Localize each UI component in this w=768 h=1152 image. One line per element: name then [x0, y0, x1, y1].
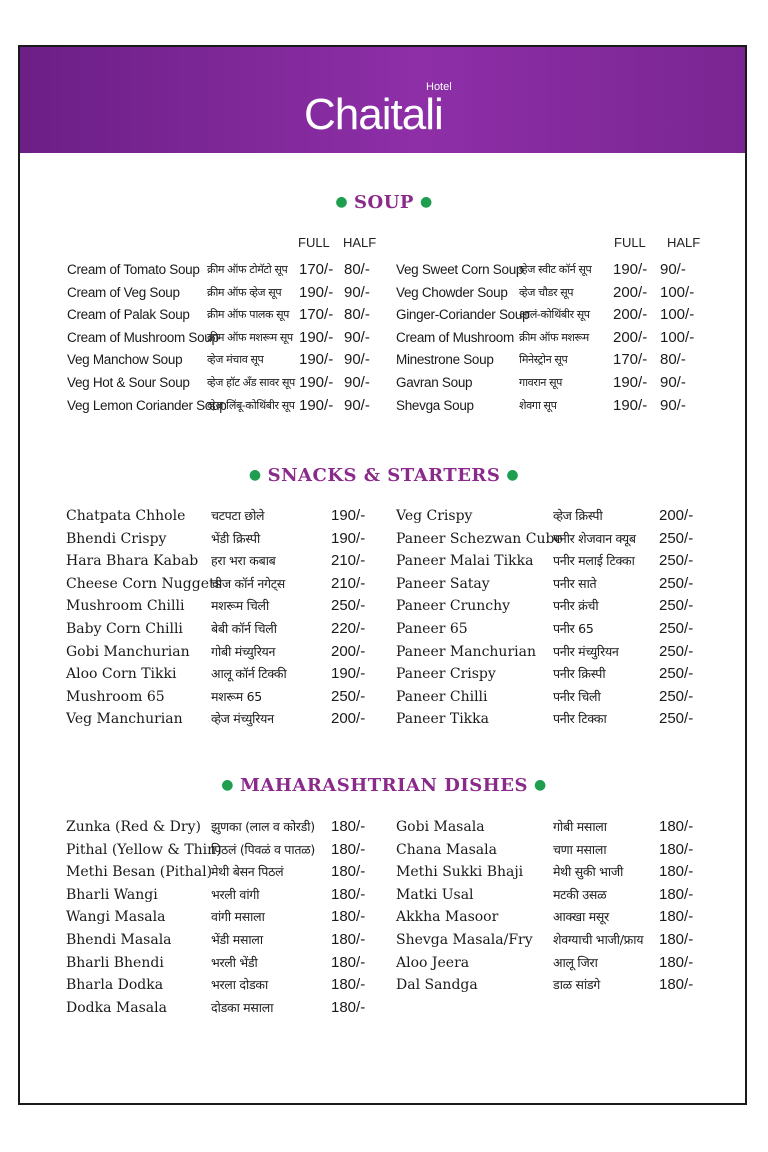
- item-name: Aloo Corn Tikki: [66, 666, 177, 683]
- item-name-marathi: पिठलं (पिवळं व पातळ): [211, 841, 315, 857]
- item-name-marathi: भरला दोडका: [211, 977, 268, 993]
- price-half: 90/-: [344, 396, 370, 414]
- item-name: Dal Sandga: [396, 977, 478, 994]
- item-name: Gobi Manchurian: [66, 643, 190, 660]
- price: 180/-: [659, 885, 694, 903]
- item-name: Bhendi Masala: [66, 932, 172, 948]
- item-name-marathi: भेंडी क्रिस्पी: [211, 530, 260, 546]
- item-name: Cream of Veg Soup: [67, 284, 180, 300]
- price: 180/-: [659, 908, 694, 926]
- price: 180/-: [331, 953, 366, 971]
- item-name-marathi: क्रीम ऑफ टोमॅटो सूप: [207, 263, 288, 276]
- item-name: Shevga Soup: [396, 397, 474, 413]
- item-name-marathi: आलू कॉर्न टिक्की: [211, 666, 287, 682]
- item-name-marathi: क्रीम ऑफ मशरूम: [519, 330, 589, 344]
- item-name: Paneer Satay: [396, 575, 490, 592]
- column-header-half: HALF: [343, 235, 377, 250]
- item-name: Bhendi Crispy: [66, 530, 167, 547]
- price: 250/-: [659, 665, 694, 683]
- price: 250/-: [659, 620, 694, 637]
- price: 250/-: [659, 529, 694, 547]
- price-half: 80/-: [344, 306, 370, 324]
- price-full: 190/-: [613, 396, 648, 414]
- price-half: 90/-: [344, 283, 370, 301]
- item-name: Baby Corn Chilli: [66, 621, 183, 637]
- price: 180/-: [331, 885, 366, 903]
- section-title-maharashtrian: ● MAHARASHTRIAN DISHES ●: [221, 775, 547, 796]
- item-name: Bharla Dodka: [66, 977, 164, 994]
- item-name-marathi: पनीर क्रिस्पी: [553, 666, 606, 682]
- item-name-marathi: आलू जिरा: [553, 954, 598, 970]
- price-full: 200/-: [613, 283, 648, 301]
- price-half: 80/-: [660, 351, 686, 369]
- item-name-marathi: भरली वांगी: [211, 886, 260, 902]
- brand-hotel-label: Hotel: [426, 81, 452, 93]
- price-full: 190/-: [299, 396, 334, 414]
- price-half: 90/-: [660, 261, 686, 278]
- item-name: Veg Crispy: [396, 508, 473, 524]
- item-name-marathi: आक्खा मसूर: [553, 909, 609, 925]
- item-name-marathi: वांगी मसाला: [211, 909, 265, 925]
- item-name: Mushroom Chilli: [66, 598, 185, 615]
- item-name-marathi: मिनेस्ट्रोन सूप: [519, 353, 568, 367]
- column-header-full: FULL: [298, 235, 330, 250]
- price-half: 90/-: [660, 396, 686, 414]
- item-name-marathi: चटपटा छोले: [211, 508, 265, 523]
- price-half: 100/-: [660, 283, 695, 301]
- price-full: 170/-: [299, 261, 334, 278]
- price: 200/-: [331, 710, 366, 728]
- item-name: Cream of Tomato Soup: [67, 262, 200, 277]
- item-name-marathi: चीज कॉर्न नगेट्स: [211, 575, 285, 591]
- price: 250/-: [659, 574, 694, 592]
- price: 180/-: [331, 931, 366, 948]
- price: 180/-: [331, 863, 366, 881]
- price: 200/-: [331, 642, 366, 660]
- price-full: 170/-: [613, 351, 648, 369]
- price: 210/-: [331, 552, 366, 570]
- column-header-half: HALF: [667, 235, 701, 250]
- item-name: Akkha Masoor: [396, 909, 499, 926]
- item-name-marathi: पनीर मलाई टिक्का: [553, 553, 635, 569]
- item-name-marathi: व्हेज मंच्युरियन: [211, 711, 274, 727]
- price-full: 190/-: [299, 283, 334, 301]
- bullet-icon: ●: [248, 467, 262, 483]
- price: 180/-: [331, 998, 366, 1016]
- price-half: 80/-: [344, 261, 370, 278]
- price-full: 200/-: [613, 306, 648, 324]
- item-name: Cream of Mushroom: [396, 329, 514, 345]
- bullet-icon: ●: [335, 194, 349, 210]
- bullet-icon: ●: [506, 467, 520, 483]
- item-name: Veg Manchurian: [66, 711, 183, 728]
- item-name-marathi: व्हेज हॉट अँड सावर सूप: [207, 376, 295, 389]
- item-name: Veg Hot & Sour Soup: [67, 375, 190, 390]
- item-name: Bharli Wangi: [66, 886, 158, 903]
- price-full: 190/-: [613, 374, 648, 391]
- item-name-marathi: भरली भेंडी: [211, 954, 258, 970]
- item-name-marathi: भेंडी मसाला: [211, 932, 263, 947]
- price: 190/-: [331, 665, 366, 683]
- item-name: Veg Lemon Coriander Soup: [67, 397, 227, 413]
- item-name: Ginger-Coriander Soup: [396, 307, 530, 323]
- item-name-marathi: आलं-कोथिंबीर सूप: [519, 308, 590, 322]
- price-full: 190/-: [613, 261, 648, 278]
- item-name-marathi: मशरूम 65: [211, 688, 262, 704]
- item-name-marathi: क्रीम ऑफ पालक सूप: [207, 308, 289, 322]
- price: 220/-: [331, 620, 366, 637]
- item-name-marathi: व्हेज मंचाव सूप: [207, 353, 264, 367]
- price: 180/-: [659, 931, 694, 948]
- item-name: Pithal (Yellow & Thin): [66, 841, 222, 858]
- item-name: Paneer Schezwan Cube: [396, 530, 563, 547]
- item-name-marathi: मेथी सुकी भाजी: [553, 864, 624, 880]
- price: 250/-: [659, 552, 694, 570]
- price: 190/-: [331, 529, 366, 547]
- item-name: Veg Sweet Corn Soup: [396, 262, 524, 277]
- price: 190/-: [331, 507, 366, 524]
- item-name-marathi: पनीर चिली: [553, 688, 601, 704]
- item-name-marathi: मशरूम चिली: [211, 598, 269, 614]
- item-name: Veg Chowder Soup: [396, 284, 508, 300]
- item-name: Wangi Masala: [66, 909, 166, 926]
- bullet-icon: ●: [221, 777, 234, 793]
- price-half: 90/-: [344, 374, 370, 391]
- item-name-marathi: पनीर टिक्का: [553, 711, 607, 727]
- price-full: 200/-: [613, 328, 648, 346]
- price: 180/-: [331, 908, 366, 926]
- item-name: Paneer Manchurian: [396, 643, 536, 660]
- item-name: Methi Sukki Bhaji: [396, 864, 524, 881]
- item-name: Paneer Tikka: [396, 711, 489, 728]
- item-name-marathi: व्हेज स्वीट कॉर्न सूप: [519, 263, 592, 276]
- section-title-soup: ● SOUP ●: [335, 192, 433, 213]
- price: 250/-: [659, 710, 694, 728]
- price: 250/-: [331, 597, 366, 615]
- item-name-marathi: चणा मसाला: [553, 841, 607, 857]
- price: 200/-: [659, 507, 694, 524]
- item-name-marathi: झुणका (लाल व कोरडी): [211, 819, 315, 834]
- price: 180/-: [659, 840, 694, 858]
- bullet-icon: ●: [419, 194, 433, 210]
- item-name: Minestrone Soup: [396, 352, 494, 368]
- item-name-marathi: हरा भरा कबाब: [211, 553, 276, 569]
- item-name: Zunka (Red & Dry): [66, 819, 201, 835]
- item-name-marathi: क्रीम ऑफ व्हेज सूप: [207, 285, 282, 299]
- item-name-marathi: पनीर क्रंची: [553, 598, 599, 614]
- item-name-marathi: क्रीम ऑफ मशरूम सूप: [207, 330, 293, 344]
- item-name: Gobi Masala: [396, 819, 485, 835]
- item-name-marathi: व्हेज क्रिस्पी: [553, 508, 603, 523]
- item-name-marathi: पनीर मंच्युरियन: [553, 643, 619, 659]
- item-name-marathi: गोबी मंच्युरियन: [211, 643, 276, 659]
- item-name-marathi: मेथी बेसन पिठलं: [211, 864, 284, 880]
- price: 180/-: [659, 976, 694, 994]
- item-name-marathi: गोबी मसाला: [553, 819, 607, 834]
- item-name-marathi: पनीर साते: [553, 575, 597, 591]
- item-name: Bharli Bhendi: [66, 954, 164, 971]
- item-name: Cheese Corn Nuggets: [66, 575, 222, 592]
- item-name: Hara Bhara Kabab: [66, 553, 199, 570]
- item-name: Cream of Mushroom Soup: [67, 329, 219, 345]
- item-name: Veg Manchow Soup: [67, 352, 183, 368]
- price-half: 90/-: [344, 351, 370, 369]
- item-name-marathi: मटकी उसळ: [553, 886, 607, 902]
- item-name: Shevga Masala/Fry: [396, 932, 533, 948]
- price-full: 190/-: [299, 351, 334, 369]
- item-name: Methi Besan (Pithal): [66, 864, 213, 881]
- item-name: Paneer Crunchy: [396, 598, 511, 615]
- item-name: Paneer 65: [396, 621, 468, 637]
- item-name-marathi: शेवग्याची भाजी/फ्राय: [553, 932, 644, 947]
- item-name: Cream of Palak Soup: [67, 307, 190, 323]
- item-name-marathi: गावरान सूप: [519, 376, 562, 389]
- item-name: Gavran Soup: [396, 375, 473, 390]
- price: 180/-: [331, 840, 366, 858]
- price: 250/-: [659, 642, 694, 660]
- section-title-snacks: ● SNACKS & STARTERS ●: [248, 465, 520, 486]
- item-name-marathi: व्हेज चौडर सूप: [519, 285, 574, 299]
- price-half: 90/-: [344, 328, 370, 346]
- price-half: 100/-: [660, 328, 695, 346]
- item-name-marathi: पनीर 65: [553, 621, 594, 636]
- item-name-marathi: पनीर शेजवान क्यूब: [553, 530, 636, 546]
- item-name: Chana Masala: [396, 841, 497, 858]
- item-name: Chatpata Chhole: [66, 508, 186, 524]
- price: 180/-: [331, 818, 366, 835]
- price: 250/-: [331, 687, 366, 705]
- price-full: 190/-: [299, 374, 334, 391]
- item-name-marathi: डाळ सांडगे: [553, 977, 601, 993]
- brand-logo-text: Chaitali: [304, 90, 443, 139]
- price-full: 190/-: [299, 328, 334, 346]
- price: 180/-: [331, 976, 366, 994]
- price: 180/-: [659, 953, 694, 971]
- item-name: Mushroom 65: [66, 688, 165, 705]
- item-name-marathi: व्हेज लिंबू-कोथिंबीर सूप: [207, 398, 295, 412]
- item-name: Paneer Malai Tikka: [396, 553, 534, 570]
- item-name-marathi: बेबी कॉर्न चिली: [211, 621, 277, 636]
- item-name: Paneer Crispy: [396, 666, 496, 683]
- price-half: 100/-: [660, 306, 695, 324]
- item-name-marathi: शेवगा सूप: [519, 398, 557, 412]
- price: 180/-: [659, 863, 694, 881]
- price: 250/-: [659, 597, 694, 615]
- item-name-marathi: दोडका मसाला: [211, 999, 274, 1015]
- item-name: Paneer Chilli: [396, 688, 488, 705]
- price-half: 90/-: [660, 374, 686, 391]
- column-header-full: FULL: [614, 235, 646, 250]
- item-name: Dodka Masala: [66, 999, 167, 1016]
- price: 180/-: [659, 818, 694, 835]
- price: 210/-: [331, 574, 366, 592]
- bullet-icon: ●: [534, 777, 547, 793]
- brand-header: [20, 47, 745, 153]
- item-name: Matki Usal: [396, 886, 474, 903]
- price: 250/-: [659, 687, 694, 705]
- price-full: 170/-: [299, 306, 334, 324]
- item-name: Aloo Jeera: [396, 954, 470, 971]
